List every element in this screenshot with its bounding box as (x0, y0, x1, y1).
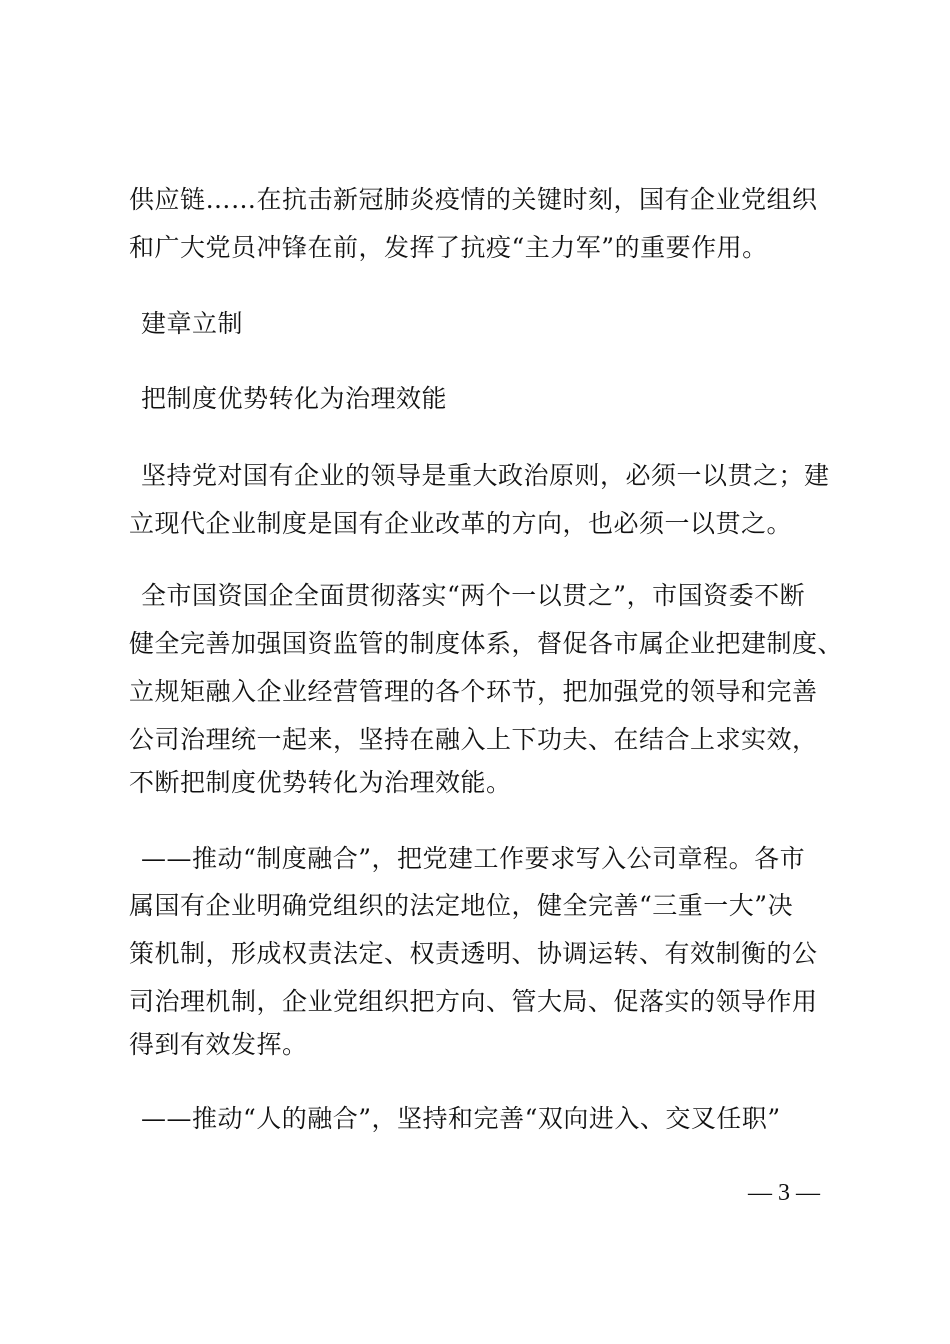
body-text-line: 属国有企业明确党组织的法定地位，健全完善“三重一大”决 (129, 891, 794, 920)
body-text-line: 坚持党对国有企业的领导是重大政治原则，必须一以贯之；建 (141, 461, 830, 490)
body-text-line: 立规矩融入企业经营管理的各个环节，把加强党的领导和完善 (129, 677, 818, 706)
body-text-line: 得到有效发挥。 (129, 1030, 308, 1059)
body-text-line: 和广大党员冲锋在前，发挥了抗疫“主力军”的重要作用。 (129, 233, 768, 262)
page-number: — 3 — (748, 1180, 820, 1206)
section-subheading: 把制度优势转化为治理效能 (141, 384, 448, 413)
body-text-line: ——推动“人的融合”，坚持和完善“双向进入、交叉任职” (141, 1104, 781, 1133)
body-text-line: ——推动“制度融合”，把党建工作要求写入公司章程。各市 (141, 844, 806, 873)
section-heading: 建章立制 (141, 309, 244, 338)
body-text-line: 司治理机制，企业党组织把方向、管大局、促落实的领导作用 (129, 987, 818, 1016)
body-text-line: 策机制，形成权责法定、权责透明、协调运转、有效制衡的公 (129, 939, 818, 968)
body-text-line: 供应链……在抗击新冠肺炎疫情的关键时刻，国有企业党组织 (129, 185, 818, 214)
body-text-line: 全市国资国企全面贯彻落实“两个一以贯之”，市国资委不断 (141, 581, 806, 610)
body-text-line: 公司治理统一起来，坚持在融入上下功夫、在结合上求实效， (129, 725, 818, 754)
body-text-line: 不断把制度优势转化为治理效能。 (129, 768, 512, 797)
body-text-line: 健全完善加强国资监管的制度体系，督促各市属企业把建制度、 (129, 629, 844, 658)
body-text-line: 立现代企业制度是国有企业改革的方向，也必须一以贯之。 (129, 509, 793, 538)
